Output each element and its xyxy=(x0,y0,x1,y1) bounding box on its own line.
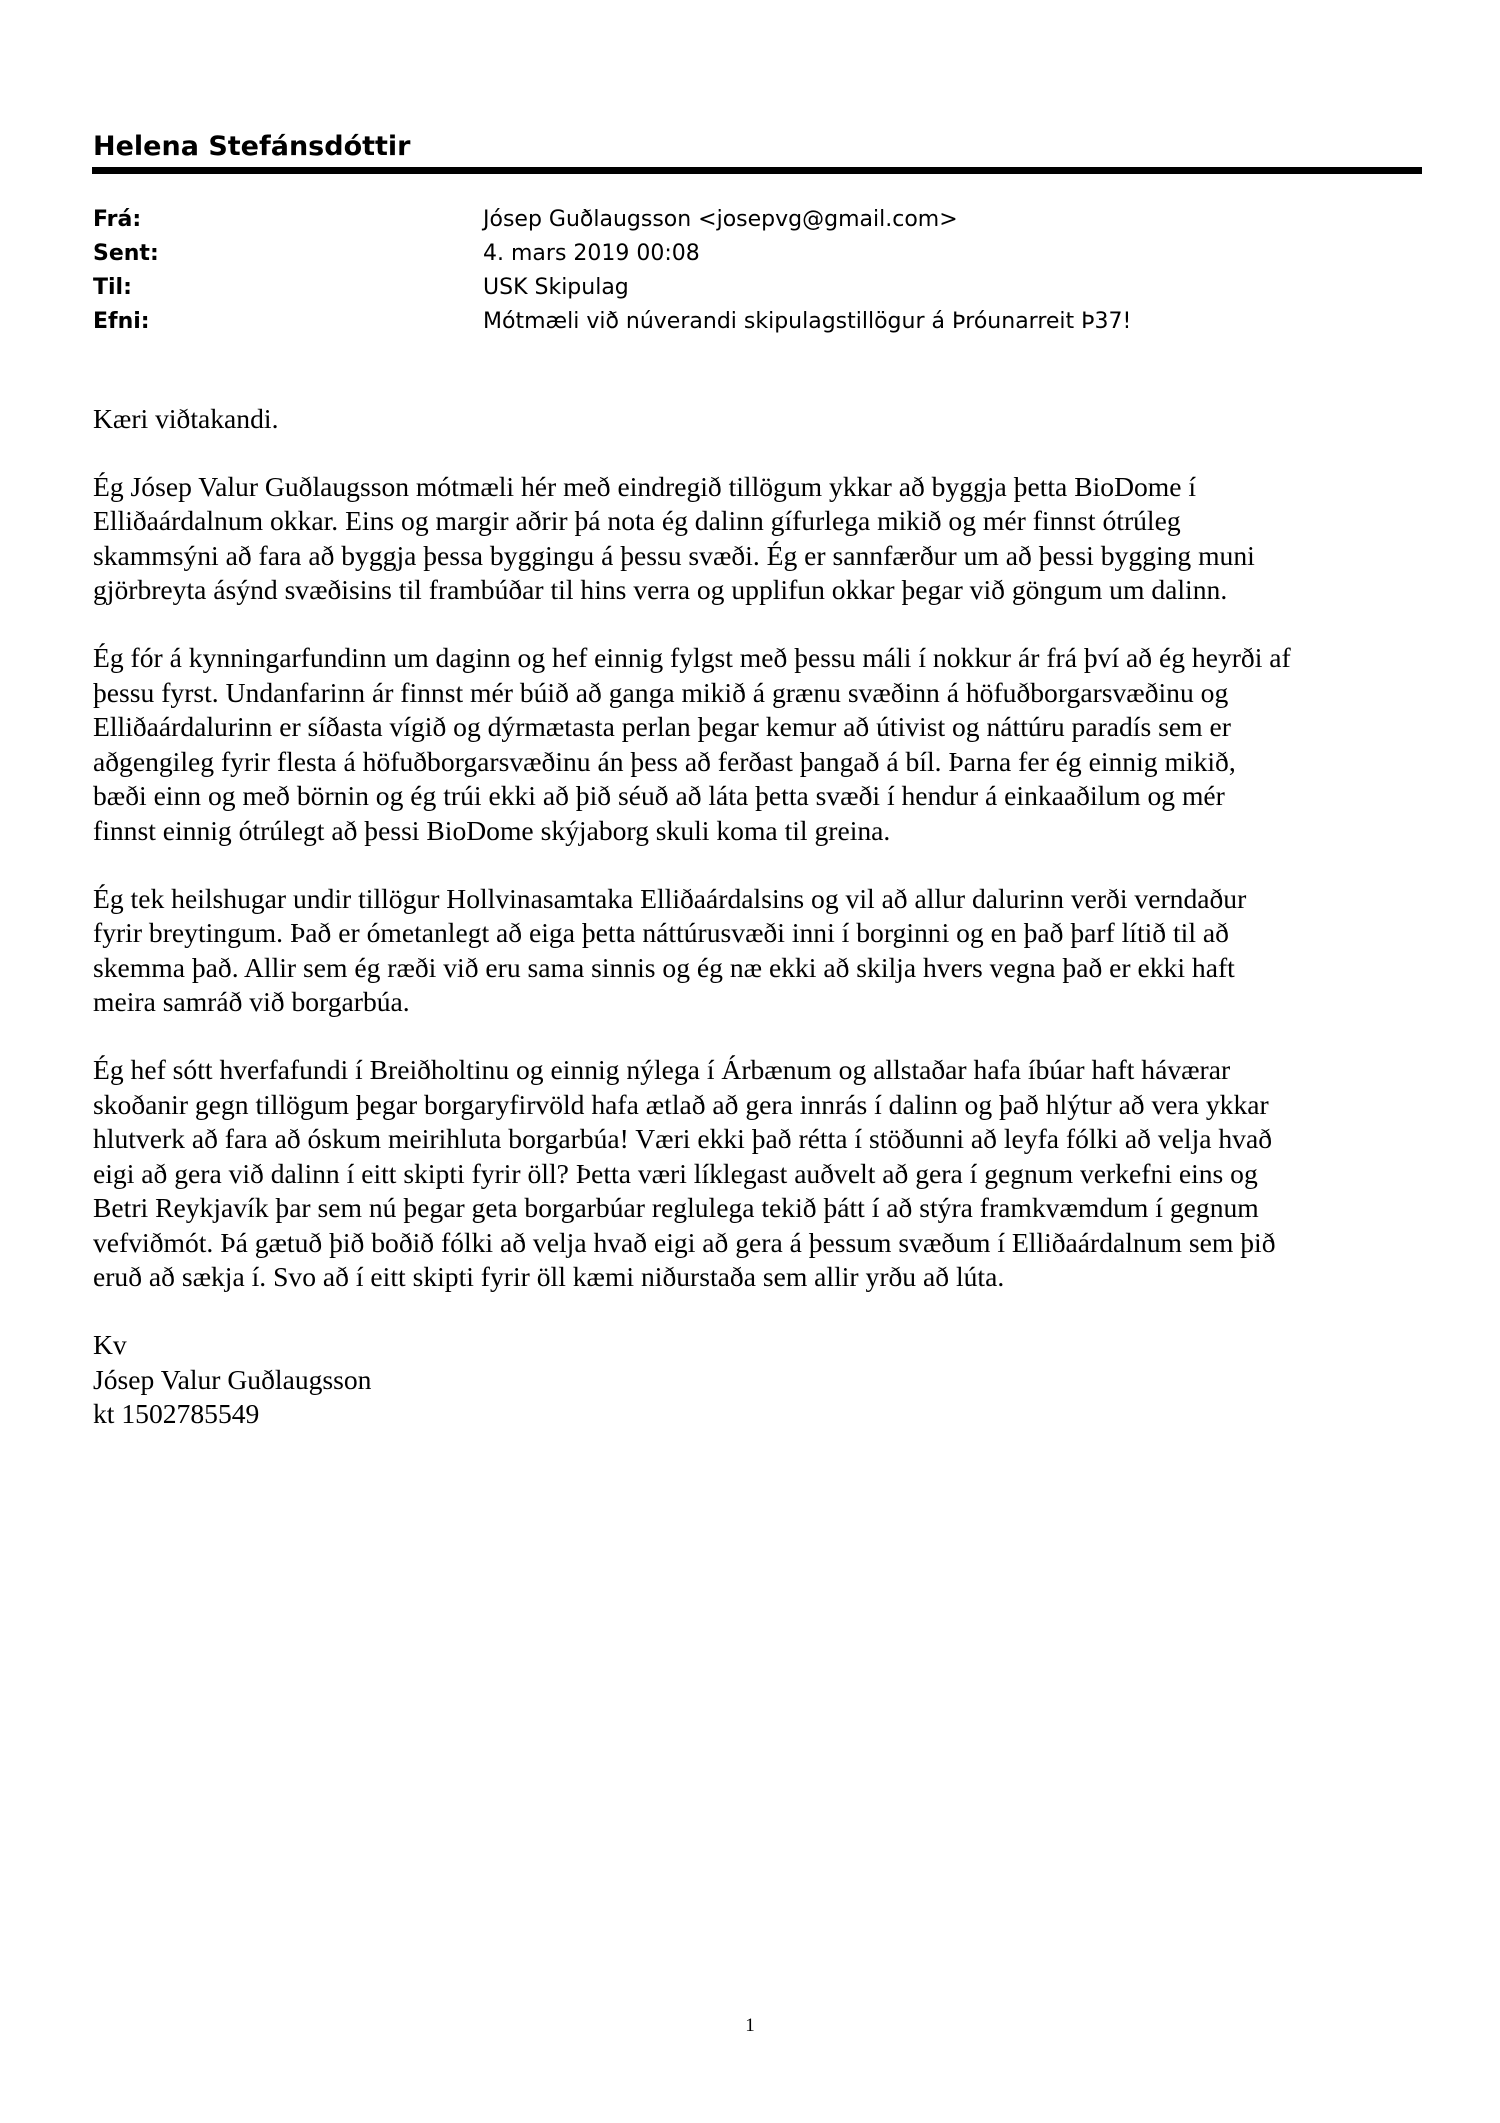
paragraph-line: Ég fór á kynningarfundinn um daginn og hef einnig fylgst með þessu máli í nokkur ár frá því að ég heyrði af xyxy=(93,641,1291,673)
paragraph-line: þessu fyrst. Undanfarinn ár finnst mér búið að ganga mikið á grænu svæðinn á höfuðborgarsvæðinu og xyxy=(93,676,1229,708)
signature-block xyxy=(93,1328,1423,1432)
from-value: Jósep Guðlaugsson <josepvg@gmail.com> xyxy=(483,207,958,232)
body-paragraph-2 xyxy=(93,641,1423,849)
paragraph-line: fyrir breytingum. Það er ómetanlegt að eiga þetta náttúrusvæði inni í borginni og en það þarf lítið til að xyxy=(93,917,1229,949)
paragraph-line: eigi að gera við dalinn í eitt skipti fyrir öll? Þetta væri líklegast auðvelt að gera í gegnum verkefni eins og xyxy=(93,1157,1258,1189)
paragraph-line: skammsýni að fara að byggja þessa byggingu á þessu svæði. Ég er sannfærður um að þessi bygging muni xyxy=(93,539,1255,571)
subject-value: Mótmæli við núverandi skipulagstillögur á Þróunarreit Þ37! xyxy=(483,309,1132,334)
sent-value: 4. mars 2019 00:08 xyxy=(483,241,700,266)
paragraph-line: hlutverk að fara að óskum meirihluta borgarbúa! Væri ekki það rétta í stöðunni að leyfa fólki að velja hvað xyxy=(93,1123,1273,1155)
page-number: 1 xyxy=(745,2015,755,2036)
paragraph-line: eruð að sækja í. Svo að í eitt skipti fyrir öll kæmi niðurstaða sem allir yrðu að lúta. xyxy=(93,1261,1005,1293)
to-row xyxy=(93,272,1423,306)
sent-label: Sent: xyxy=(93,241,159,266)
body-paragraph-1 xyxy=(93,470,1423,608)
paragraph-line: bæði einn og með börnin og ég trúi ekki að þið séuð að láta þetta svæði í hendur á einkaaðilum og mér xyxy=(93,780,1225,812)
to-label: Til: xyxy=(93,275,132,300)
subject-row xyxy=(93,306,1423,340)
paragraph-line: skemma það. Allir sem ég ræði við eru sama sinnis og ég næ ekki að skilja hvers vegna það er ekki haft xyxy=(93,951,1235,983)
paragraph-line: Ég hef sótt hverfafundi í Breiðholtinu og einnig nýlega í Árbænum og allstaðar hafa íbúar haft háværar xyxy=(93,1053,1231,1085)
signature-name: Jósep Valur Guðlaugsson xyxy=(93,1363,372,1395)
greeting: Kæri viðtakandi. xyxy=(93,403,279,434)
paragraph-line: Elliðaárdalnum okkar. Eins og margir aðrir þá nota ég dalinn gífurlega mikið og mér finnst ótrúleg xyxy=(93,505,1181,537)
paragraph-line: skoðanir gegn tillögum þegar borgaryfirvöld hafa ætlað að gera innrás í dalinn og það hlýtur að vera ykkar xyxy=(93,1088,1269,1120)
body-paragraph-4 xyxy=(93,1053,1423,1295)
paragraph-line: aðgengileg fyrir flesta á höfuðborgarsvæðinu án þess að ferðast þangað á bíl. Þarna fer ég einnig mikið, xyxy=(93,745,1236,777)
paragraph-line: Ég tek heilshugar undir tillögur Hollvinasamtaka Elliðaárdalsins og vil að allur dalurinn verði verndaður xyxy=(93,882,1247,914)
subject-label: Efni: xyxy=(93,309,150,334)
paragraph-line: gjörbreyta ásýnd svæðisins til frambúðar til hins verra og upplifun okkar þegar við göngum um dalinn. xyxy=(93,574,1228,606)
paragraph-line: Betri Reykjavík þar sem nú þegar geta borgarbúar reglulega tekið þátt í að stýra framkvæmdum í gegnum xyxy=(93,1192,1259,1224)
sent-row xyxy=(93,238,1423,272)
body-paragraph-3 xyxy=(93,882,1423,1020)
from-row xyxy=(93,204,1423,238)
email-header-fields xyxy=(93,204,1423,340)
to-value: USK Skipulag xyxy=(483,275,629,300)
paragraph-line: Elliðaárdalurinn er síðasta vígið og dýrmætasta perlan þegar kemur að útivist og náttúru paradís sem er xyxy=(93,711,1231,743)
mailbox-owner-name: Helena Stefánsdóttir xyxy=(93,131,411,162)
paragraph-line: finnst einnig ótrúlegt að þessi BioDome skýjaborg skuli koma til greina. xyxy=(93,814,891,846)
signature-closing: Kv xyxy=(93,1329,127,1361)
signature-id: kt 1502785549 xyxy=(93,1398,260,1430)
header-divider xyxy=(92,167,1422,174)
from-label: Frá: xyxy=(93,207,142,232)
email-body xyxy=(93,402,1423,1432)
paragraph-line: vefviðmót. Þá gætuð þið boðið fólki að velja hvað eigi að gera á þessum svæðum í Elliðaárdalnum sem þið xyxy=(93,1226,1276,1258)
paragraph-line: meira samráð við borgarbúa. xyxy=(93,986,410,1018)
paragraph-line: Ég Jósep Valur Guðlaugsson mótmæli hér með eindregið tillögum ykkar að byggja þetta BioDome í xyxy=(93,470,1197,502)
